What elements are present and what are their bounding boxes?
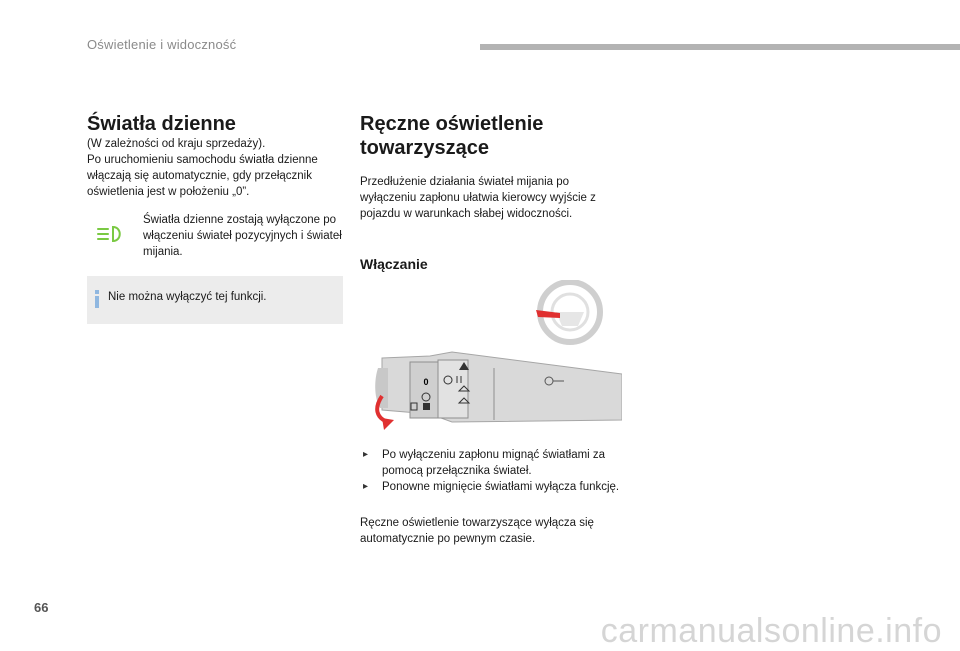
daytime-lights-intro: (W zależności od kraju sprzedaży). — [87, 138, 266, 150]
section-title: Oświetlenie i widoczność — [87, 37, 237, 52]
follow-me-home-section — [360, 112, 622, 272]
daytime-lights-title: Światła dzienne — [87, 113, 236, 135]
light-switch-figure — [360, 280, 622, 430]
daytime-lights-note — [87, 212, 343, 266]
title-line-2: towarzyszące — [360, 137, 489, 159]
list-item — [360, 479, 622, 495]
follow-me-home-title — [360, 112, 622, 160]
instructions-list — [360, 447, 622, 495]
daytime-lights-section — [87, 112, 343, 324]
light-switch-stalk-icon — [375, 352, 622, 422]
switch-on-subtitle: Włączanie — [360, 256, 428, 272]
info-box — [87, 276, 343, 324]
switch-position-label: 0 — [423, 377, 429, 387]
title-line-1: Ręczne oświetlenie — [360, 113, 544, 135]
steering-wheel-icon — [536, 282, 600, 342]
bullet-text-1: Po wyłączeniu zapłonu mignąć światłami za pomocą przełącznika świateł. — [382, 449, 606, 477]
auto-off-note: Ręczne oświetlenie towarzyszące wyłącza się automatycznie po pewnym czasie. — [360, 517, 594, 545]
note-text: Światła dzienne zostają wyłączone po włączeniu świateł pozycyjnych i świateł mijania. — [143, 214, 342, 258]
page-number: 66 — [34, 600, 49, 615]
info-icon — [93, 290, 101, 308]
bullet-marker: ▸ — [363, 449, 369, 460]
daytime-lights-body: Po uruchomieniu samochodu światła dzienne włączają się automatycznie, gdy przełącznik oświetlenia jest w położeniu „0”. — [87, 154, 318, 198]
bullet-text-2: Ponowne mignięcie światłami wyłącza funkcję. — [382, 481, 620, 493]
list-item — [360, 447, 622, 479]
bullet-marker: ▸ — [363, 481, 369, 492]
daytime-running-light-icon — [95, 224, 127, 244]
watermark: carmanualsonline.info — [600, 612, 942, 650]
info-text: Nie można wyłączyć tej funkcji. — [108, 291, 267, 303]
follow-me-home-body: Przedłużenie działania świateł mijania po wyłączeniu zapłonu ułatwia kierowcy wyjście z pojazdu w warunkach słabej widoczności. — [360, 176, 596, 220]
header-bar — [480, 44, 960, 50]
